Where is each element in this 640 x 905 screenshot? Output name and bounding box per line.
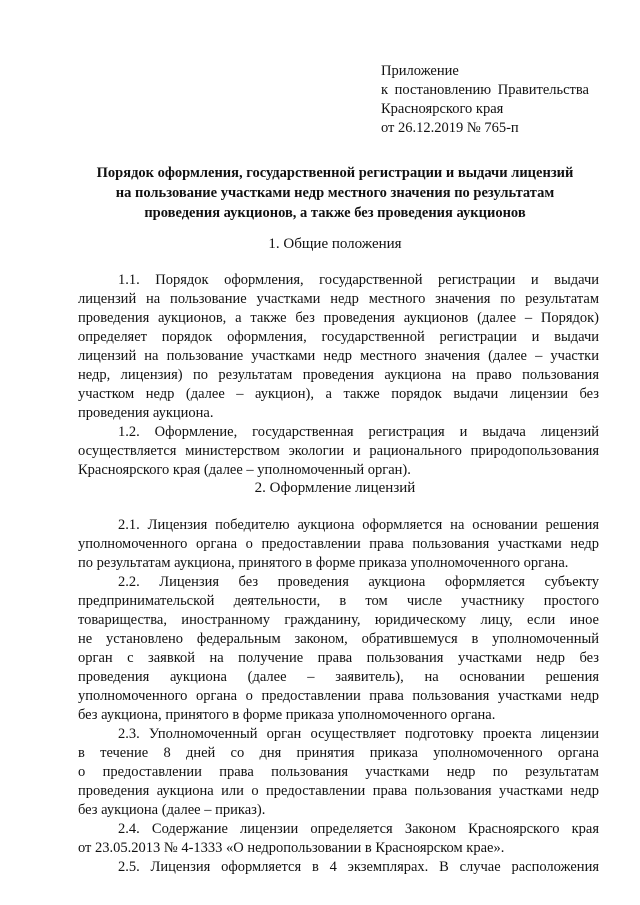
paragraph-line: о предоставлении права пользования участками недр по результатам bbox=[78, 764, 599, 780]
paragraph-line: по результатам аукциона, принятого в форме приказа уполномоченного органа. bbox=[78, 555, 569, 571]
paragraph-line: 2.1. Лицензия победителю аукциона оформляется на основании решения bbox=[118, 517, 599, 533]
paragraph-line: товарищества, иностранному гражданину, юридическому лицу, если иное bbox=[78, 612, 599, 628]
paragraph-line: уполномоченного органа о предоставлении права пользования участками недр bbox=[78, 536, 599, 552]
paragraph-line: участком недр (далее – аукцион), а также порядок выдачи лицензии без bbox=[78, 386, 599, 402]
paragraph-line: предпринимательской деятельности, в том числе участнику простого bbox=[78, 593, 599, 609]
paragraph-line: проведения аукциона (далее – заявитель), на основании решения bbox=[78, 669, 599, 685]
paragraph-line: без аукциона (далее – приказ). bbox=[78, 802, 266, 818]
paragraph-line: недр, лицензия) по результатам проведения аукциона на право пользования bbox=[78, 367, 599, 383]
paragraph-line: Красноярского края (далее – уполномоченный орган). bbox=[78, 462, 411, 478]
paragraph-line: не установлено федеральным законом, обратившемуся в уполномоченный bbox=[78, 631, 599, 647]
paragraph-2-5 bbox=[78, 858, 599, 877]
paragraph-line: 2.2. Лицензия без проведения аукциона оформляется субъекту bbox=[118, 574, 599, 590]
paragraph-line: 2.5. Лицензия оформляется в 4 экземплярах. В случае расположения bbox=[118, 859, 599, 875]
appendix-line: Красноярского края bbox=[381, 101, 504, 117]
paragraph-line: от 23.05.2013 № 4-1333 «О недропользовании в Красноярском крае». bbox=[78, 840, 505, 856]
appendix-line: Приложение bbox=[381, 63, 459, 79]
paragraph-line: орган с заявкой на получение права пользования участками недр без bbox=[78, 650, 599, 666]
document-title bbox=[70, 163, 600, 223]
paragraph-line: без аукциона, принятого в форме приказа уполномоченного органа. bbox=[78, 707, 496, 723]
paragraph-2-3 bbox=[78, 725, 599, 820]
paragraph-line: 2.3. Уполномоченный орган осуществляет подготовку проекта лицензии bbox=[118, 726, 599, 742]
paragraph-2-2 bbox=[78, 573, 599, 725]
paragraph-line: проведения аукционов, а также без проведения аукционов (далее – Порядок) bbox=[78, 310, 599, 326]
appendix-line: к постановлению Правительства bbox=[381, 82, 589, 98]
paragraph-line: проведения аукциона. bbox=[78, 405, 214, 421]
paragraph-line: 2.4. Содержание лицензии определяется Законом Красноярского края bbox=[118, 821, 599, 837]
title-line: проведения аукционов, а также без проведения аукционов bbox=[144, 205, 526, 221]
paragraph-line: уполномоченного органа о предоставлении права пользования участками недр bbox=[78, 688, 599, 704]
paragraph-line: 1.2. Оформление, государственная регистрация и выдача лицензий bbox=[118, 424, 599, 440]
appendix-line: от 26.12.2019 № 765-п bbox=[381, 120, 519, 136]
paragraph-line: лицензий на пользование участками недр местного значения (далее – участки bbox=[78, 348, 599, 364]
title-line: на пользование участками недр местного значения по результатам bbox=[115, 185, 555, 201]
paragraph-2-4 bbox=[78, 820, 599, 858]
paragraph-line: 1.1. Порядок оформления, государственной регистрации и выдачи bbox=[118, 272, 599, 288]
paragraph-1-2 bbox=[78, 423, 599, 480]
paragraph-line: определяет порядок оформления, государственной регистрации и выдачи bbox=[78, 329, 599, 345]
paragraph-line: лицензий на пользование участками недр местного значения по результатам bbox=[78, 291, 599, 307]
paragraph-2-1 bbox=[78, 516, 599, 573]
title-line: Порядок оформления, государственной регистрации и выдачи лицензий bbox=[96, 165, 574, 181]
paragraph-1-1 bbox=[78, 271, 599, 423]
section-heading: 2. Оформление лицензий bbox=[254, 480, 416, 496]
paragraph-line: в течение 8 дней со дня принятия приказа уполномоченного органа bbox=[78, 745, 599, 761]
section-heading: 1. Общие положения bbox=[268, 236, 402, 252]
paragraph-line: осуществляется министерством экологии и рационального природопользования bbox=[78, 443, 599, 459]
paragraph-line: проведения аукциона или о предоставлении права пользования участками недр bbox=[78, 783, 599, 799]
appendix-note bbox=[381, 62, 589, 138]
